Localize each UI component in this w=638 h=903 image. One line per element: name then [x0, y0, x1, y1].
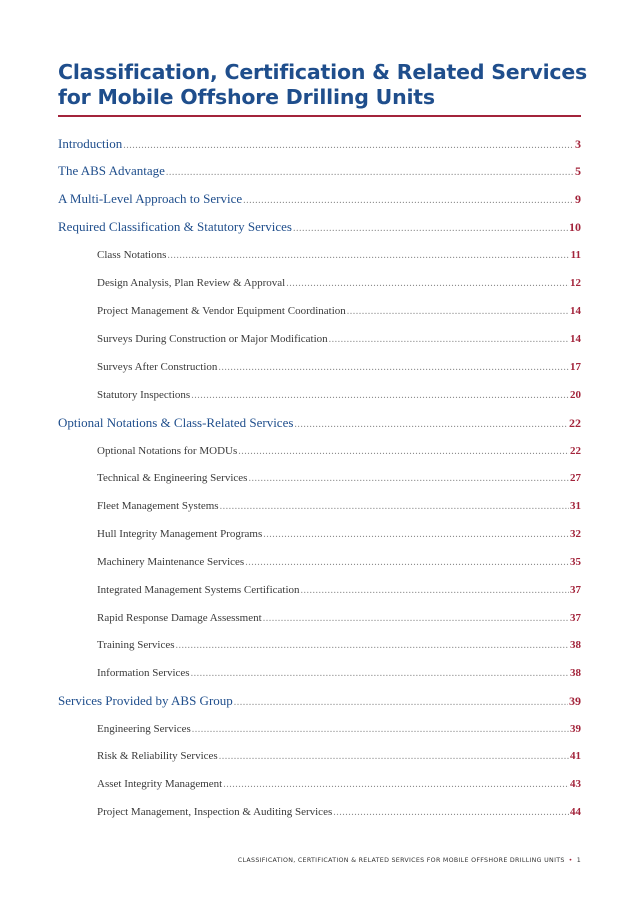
- toc-entry-label: Machinery Maintenance Services: [97, 556, 245, 568]
- toc-entry-label: Optional Notations for MODUs: [97, 445, 238, 457]
- toc-leader-dots: [167, 250, 569, 261]
- toc-entry-label: Surveys During Construction or Major Modification: [97, 333, 328, 345]
- toc-entry-label: Hull Integrity Management Programs: [97, 528, 263, 540]
- toc-entry-information-services[interactable]: [58, 667, 581, 679]
- toc-page-number: 22: [570, 445, 581, 457]
- toc-leader-dots: [219, 751, 569, 762]
- toc-entry-label: Risk & Reliability Services: [97, 750, 218, 762]
- toc-page-number: 12: [570, 277, 581, 289]
- title-line-1: Classification, Certification & Related Services: [58, 60, 588, 84]
- toc-entry-engineering-services[interactable]: [58, 723, 581, 735]
- toc-entry-class-notations[interactable]: [58, 249, 581, 261]
- toc-entry-label: Integrated Management Systems Certification: [97, 584, 300, 596]
- footer-bullet: •: [568, 857, 573, 864]
- toc-entry-optional-notations[interactable]: [58, 415, 581, 431]
- toc-entry-label: Engineering Services: [97, 723, 191, 735]
- toc-page-number: 41: [570, 750, 581, 762]
- toc-entry-design-analysis[interactable]: [58, 277, 581, 289]
- toc-page-number: 5: [575, 164, 581, 178]
- toc-entry-label: Required Classification & Statutory Services: [58, 219, 292, 234]
- toc-entry-surveys-during-construction[interactable]: [58, 333, 581, 345]
- toc-leader-dots: [166, 167, 574, 178]
- toc-leader-dots: [191, 390, 569, 401]
- toc-leader-dots: [191, 668, 569, 679]
- toc-entry-asset-integrity[interactable]: [58, 778, 581, 790]
- toc-leader-dots: [294, 419, 568, 430]
- toc-leader-dots: [243, 195, 574, 206]
- title-line-2: for Mobile Offshore Drilling Units: [58, 85, 435, 109]
- toc-page-number: 38: [570, 667, 581, 679]
- toc-entry-fleet-management[interactable]: [58, 500, 581, 512]
- toc-entry-surveys-after-construction[interactable]: [58, 361, 581, 373]
- toc-leader-dots: [234, 697, 568, 708]
- toc-page-number: 32: [570, 528, 581, 540]
- toc-entry-label: Services Provided by ABS Group: [58, 693, 233, 708]
- toc-page-number: 44: [570, 806, 581, 818]
- toc-entry-label: Fleet Management Systems: [97, 500, 219, 512]
- toc-entry-label: Project Management, Inspection & Auditing Services: [97, 806, 333, 818]
- toc-page-number: 20: [570, 389, 581, 401]
- toc-leader-dots: [347, 306, 569, 317]
- toc-entry-label: Surveys After Construction: [97, 361, 218, 373]
- toc-entry-label: A Multi-Level Approach to Service: [58, 191, 243, 206]
- toc-leader-dots: [263, 529, 569, 540]
- toc-leader-dots: [329, 334, 569, 345]
- toc-leader-dots: [245, 557, 569, 568]
- toc-entry-risk-reliability[interactable]: [58, 750, 581, 762]
- toc-page-number: 3: [575, 137, 581, 151]
- toc-entry-technical-engineering[interactable]: [58, 472, 581, 484]
- toc-leader-dots: [286, 278, 569, 289]
- toc-page-number: 37: [570, 584, 581, 596]
- toc-leader-dots: [123, 140, 574, 151]
- toc-entry-rapid-response[interactable]: [58, 612, 581, 624]
- toc-entry-introduction[interactable]: [58, 136, 581, 152]
- toc-entry-project-management-inspection[interactable]: [58, 806, 581, 818]
- toc-entry-label: Technical & Engineering Services: [97, 472, 248, 484]
- toc-leader-dots: [333, 807, 569, 818]
- toc-page-number: 14: [570, 333, 581, 345]
- toc-entry-statutory-inspections[interactable]: [58, 389, 581, 401]
- toc-page-number: 31: [570, 500, 581, 512]
- toc-entry-integrated-management[interactable]: [58, 584, 581, 596]
- toc-page-number: 39: [570, 723, 581, 735]
- toc-entry-label: Class Notations: [97, 249, 167, 261]
- toc-page-number: 35: [570, 556, 581, 568]
- toc-entry-machinery-maintenance[interactable]: [58, 556, 581, 568]
- toc-entry-label: Training Services: [97, 639, 175, 651]
- toc-entry-multi-level-approach[interactable]: [58, 191, 581, 207]
- toc-page-number: 43: [570, 778, 581, 790]
- footer-running-title: CLASSIFICATION, CERTIFICATION & RELATED SERVICES FOR MOBILE OFFSHORE DRILLING UNITS: [237, 857, 565, 864]
- toc-entry-hull-integrity[interactable]: [58, 528, 581, 540]
- toc-entry-label: Design Analysis, Plan Review & Approval: [97, 277, 286, 289]
- toc-page-number: 9: [575, 192, 581, 206]
- toc-entry-abs-group-services[interactable]: [58, 693, 581, 709]
- toc-entry-optional-notations-modus[interactable]: [58, 445, 581, 457]
- title-divider: [58, 115, 581, 117]
- toc-page-number: 14: [570, 305, 581, 317]
- toc-page-number: 11: [570, 249, 581, 261]
- toc-page-number: 27: [570, 472, 581, 484]
- page-footer: [58, 857, 581, 864]
- toc-leader-dots: [293, 223, 568, 234]
- toc-entry-label: Asset Integrity Management: [97, 778, 223, 790]
- toc-leader-dots: [301, 585, 569, 596]
- toc-page-number: 38: [570, 639, 581, 651]
- toc-entry-training-services[interactable]: [58, 639, 581, 651]
- toc-leader-dots: [238, 446, 569, 457]
- toc-entry-label: The ABS Advantage: [58, 163, 165, 178]
- footer-page-number: 1: [576, 857, 581, 864]
- toc-page-number: 22: [569, 416, 581, 430]
- toc-page-number: 39: [569, 694, 581, 708]
- toc-entry-label: Statutory Inspections: [97, 389, 191, 401]
- toc-entry-label: Rapid Response Damage Assessment: [97, 612, 262, 624]
- toc-entry-label: Introduction: [58, 136, 123, 151]
- toc-entry-abs-advantage[interactable]: [58, 163, 581, 179]
- toc-leader-dots: [263, 613, 569, 624]
- toc-leader-dots: [248, 473, 569, 484]
- toc-entry-label: Optional Notations & Class-Related Services: [58, 415, 294, 430]
- toc-entry-project-management-vendor[interactable]: [58, 305, 581, 317]
- toc-page-number: 10: [569, 220, 581, 234]
- toc-page-number: 37: [570, 612, 581, 624]
- toc-leader-dots: [218, 362, 569, 373]
- toc-leader-dots: [220, 501, 569, 512]
- toc-entry-label: Information Services: [97, 667, 190, 679]
- toc-leader-dots: [223, 779, 569, 790]
- toc-leader-dots: [192, 724, 569, 735]
- page-title: [58, 60, 588, 110]
- toc-entry-label: Project Management & Vendor Equipment Coordination: [97, 305, 346, 317]
- toc-page-number: 17: [570, 361, 581, 373]
- toc-leader-dots: [176, 640, 569, 651]
- toc-entry-required-classification[interactable]: [58, 219, 581, 235]
